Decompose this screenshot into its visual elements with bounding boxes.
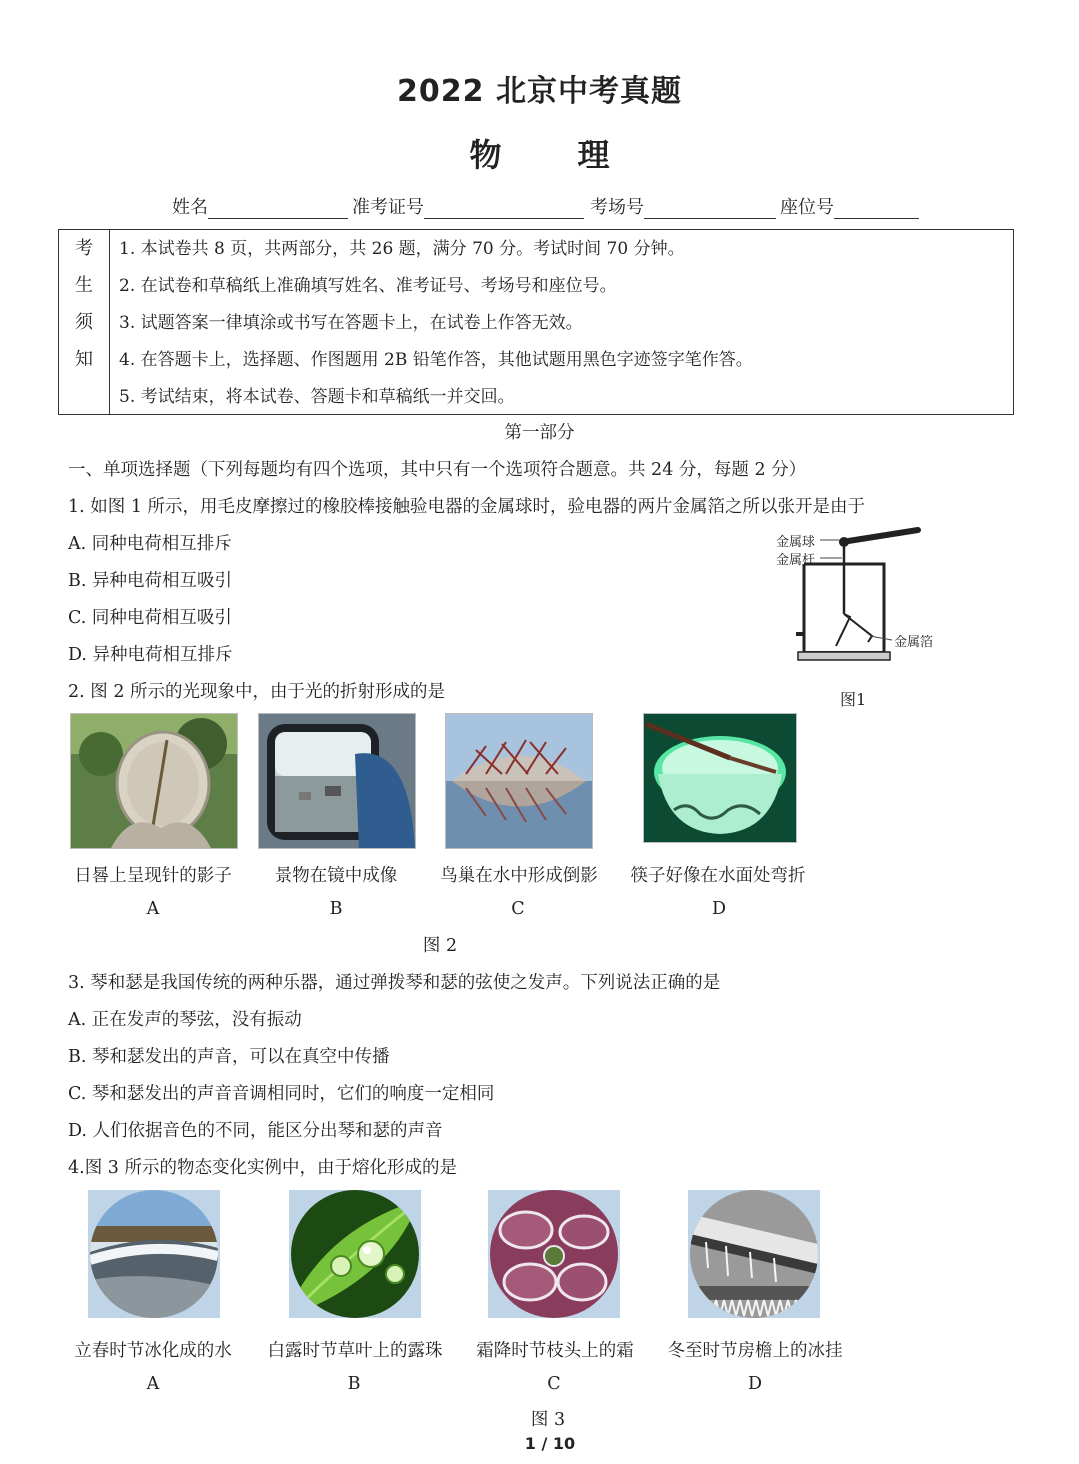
room-label: 考场号 [590,197,644,218]
q1-option-c: C. 同种电荷相互吸引 [68,608,232,628]
icicle-photo [690,1190,818,1318]
q4-stem: 4.图 3 所示的物态变化实例中，由于熔化形成的是 [68,1158,457,1178]
q4-caption-c: 霜降时节枝头上的霜 [476,1341,634,1361]
mirror-photo [258,713,416,849]
figure-1-caption: 图1 [840,690,867,709]
q3-option-b: B. 琴和瑟发出的声音，可以在真空中传播 [68,1047,390,1067]
seat-field [780,193,919,219]
q3-option-c: C. 琴和瑟发出的声音音调相同时，它们的响度一定相同 [68,1084,495,1104]
exam-id-blank [424,200,584,219]
notice-label [59,230,110,414]
seat-blank [834,200,919,219]
exam-id-label: 准考证号 [352,197,424,218]
q1-option-b: B. 异种电荷相互吸引 [68,571,232,591]
chopstick-bowl-photo [643,713,797,843]
notice-label-char: 知 [75,349,93,370]
q2-caption-d: 筷子好像在水面处弯折 [630,866,806,886]
room-blank [644,200,776,219]
q3-stem: 3. 琴和瑟是我国传统的两种乐器，通过弹拨琴和瑟的弦使之发声。下列说法正确的是 [68,973,721,993]
q3-option-d: D. 人们依据音色的不同，能区分出琴和瑟的声音 [68,1121,443,1141]
q1-stem: 1. 如图 1 所示，用毛皮摩擦过的橡胶棒接触验电器的金属球时，验电器的两片金属箔之所以张开是由于 [68,497,866,517]
q2-letter-d: D [711,899,727,919]
subject-char-1: 物 [469,136,502,174]
q4-image-b-frame [289,1190,421,1318]
subject-char-2: 理 [577,136,610,174]
sundial-photo [70,713,238,849]
section-heading: 一、单项选择题（下列每题均有四个选项，其中只有一个选项符合题意。共 24 分，每题 2 分） [68,460,807,480]
page-number: 1 / 10 [524,1434,576,1453]
notice-item: 4. 在答题卡上，选择题、作图题用 2B 铅笔作答，其他试题用黑色字迹签字笔作答。 [119,350,753,370]
q3-option-a: A. 正在发声的琴弦，没有振动 [68,1010,302,1030]
label-ball: 金属球 [776,535,816,550]
q4-letter-a: A [146,1374,160,1394]
notice-label-char: 考 [75,238,93,259]
q1-option-d: D. 异种电荷相互排斥 [68,645,233,665]
melting-ice-photo [90,1190,218,1318]
q2-letter-b: B [329,899,343,919]
q4-image-a-frame [88,1190,220,1318]
q1-option-a: A. 同种电荷相互排斥 [68,534,232,554]
label-foil: 金属箔 [894,635,934,650]
q4-letter-b: B [347,1374,361,1394]
name-field [172,193,348,219]
room-field [590,193,776,219]
part-heading: 第一部分 [504,423,575,443]
q2-caption-a: 日晷上呈现针的影子 [74,866,232,886]
notice-label-char: 须 [75,312,93,333]
q4-image-d-frame [688,1190,820,1318]
dewdrop-photo [291,1190,419,1318]
notice-item: 2. 在试卷和草稿纸上准确填写姓名、准考证号、考场号和座位号。 [119,276,617,296]
q4-letter-d: D [747,1374,763,1394]
q4-caption-d: 冬至时节房檐上的冰挂 [667,1341,843,1361]
notice-item: 1. 本试卷共 8 页，共两部分，共 26 题，满分 70 分。考试时间 70 分钟。 [119,239,685,259]
q2-letter-c: C [511,899,525,919]
notice-label-char: 生 [75,275,93,296]
seat-label: 座位号 [780,197,834,218]
q4-letter-c: C [547,1374,561,1394]
notice-item: 3. 试题答案一律填涂或书写在答题卡上，在试卷上作答无效。 [119,313,583,333]
notice-item: 5. 考试结束，将本试卷、答题卡和草稿纸一并交回。 [119,387,515,407]
q4-image-c-frame [488,1190,620,1318]
electroscope-figure [770,522,950,682]
figure-3-caption: 图 3 [530,1410,566,1430]
frost-photo [490,1190,618,1318]
birds-nest-photo [445,713,593,849]
q2-caption-c: 鸟巢在水中形成倒影 [440,866,598,886]
subject-title [0,130,1079,176]
figure-2-caption: 图 2 [422,936,458,956]
q2-caption-b: 景物在镜中成像 [274,866,398,886]
name-label: 姓名 [172,197,208,218]
exam-id-field [352,193,584,219]
page-title: 2022 北京中考真题 [397,74,682,109]
q4-caption-a: 立春时节冰化成的水 [74,1341,232,1361]
q4-caption-b: 白露时节草叶上的露珠 [267,1341,443,1361]
label-rod: 金属杆 [776,553,816,568]
q2-letter-a: A [146,899,160,919]
q2-stem: 2. 图 2 所示的光现象中，由于光的折射形成的是 [68,682,446,702]
name-blank [208,200,348,219]
notice-box [58,229,1014,415]
